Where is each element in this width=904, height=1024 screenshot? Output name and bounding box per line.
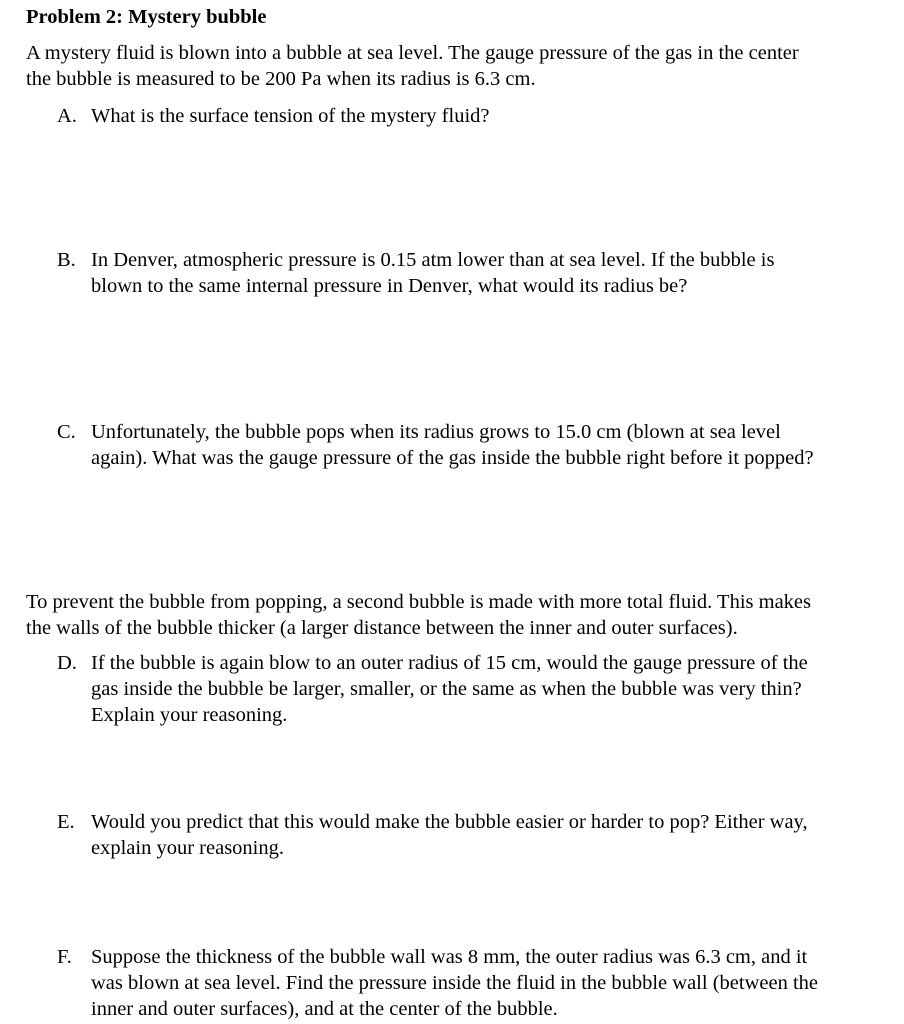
question-line: What is the surface tension of the mystery fluid? — [91, 105, 490, 127]
question-line: inner and outer surfaces), and at the center of the bubble. — [91, 998, 558, 1020]
question-line: Explain your reasoning. — [91, 704, 288, 726]
middle-paragraph — [26, 589, 886, 641]
question-text — [91, 944, 891, 1022]
question-line: Suppose the thickness of the bubble wall was 8 mm, the outer radius was 6.3 cm, and it — [91, 946, 808, 968]
question-line: Unfortunately, the bubble pops when its radius grows to 15.0 cm (blown at sea level — [91, 421, 781, 443]
question-letter: E. — [57, 811, 75, 833]
question-text — [91, 103, 891, 129]
question-text — [91, 809, 891, 861]
question-letter: D. — [57, 652, 77, 674]
question-line: explain your reasoning. — [91, 837, 284, 859]
problem-title: Problem 2: Mystery bubble — [26, 6, 267, 28]
question-line: gas inside the bubble be larger, smaller, or the same as when the bubble was very thin? — [91, 678, 802, 700]
middle-line: To prevent the bubble from popping, a second bubble is made with more total fluid. This makes — [26, 591, 811, 613]
question-text — [91, 419, 891, 471]
intro-line: the bubble is measured to be 200 Pa when its radius is 6.3 cm. — [26, 68, 536, 90]
intro-line: A mystery fluid is blown into a bubble at sea level. The gauge pressure of the gas in the center — [26, 42, 799, 64]
intro-paragraph — [26, 40, 886, 92]
question-letter: B. — [57, 249, 76, 271]
question-letter: C. — [57, 421, 76, 443]
question-line: If the bubble is again blow to an outer radius of 15 cm, would the gauge pressure of the — [91, 652, 808, 674]
middle-line: the walls of the bubble thicker (a larger distance between the inner and outer surfaces). — [26, 617, 738, 639]
question-line: In Denver, atmospheric pressure is 0.15 atm lower than at sea level. If the bubble is — [91, 249, 775, 271]
question-letter: F. — [57, 946, 72, 968]
question-text — [91, 247, 891, 299]
question-text — [91, 650, 891, 728]
question-line: Would you predict that this would make the bubble easier or harder to pop? Either way, — [91, 811, 808, 833]
question-line: was blown at sea level. Find the pressure inside the fluid in the bubble wall (between the — [91, 972, 818, 994]
question-letter: A. — [57, 105, 77, 127]
question-line: blown to the same internal pressure in Denver, what would its radius be? — [91, 275, 688, 297]
question-line: again). What was the gauge pressure of the gas inside the bubble right before it popped? — [91, 447, 814, 469]
